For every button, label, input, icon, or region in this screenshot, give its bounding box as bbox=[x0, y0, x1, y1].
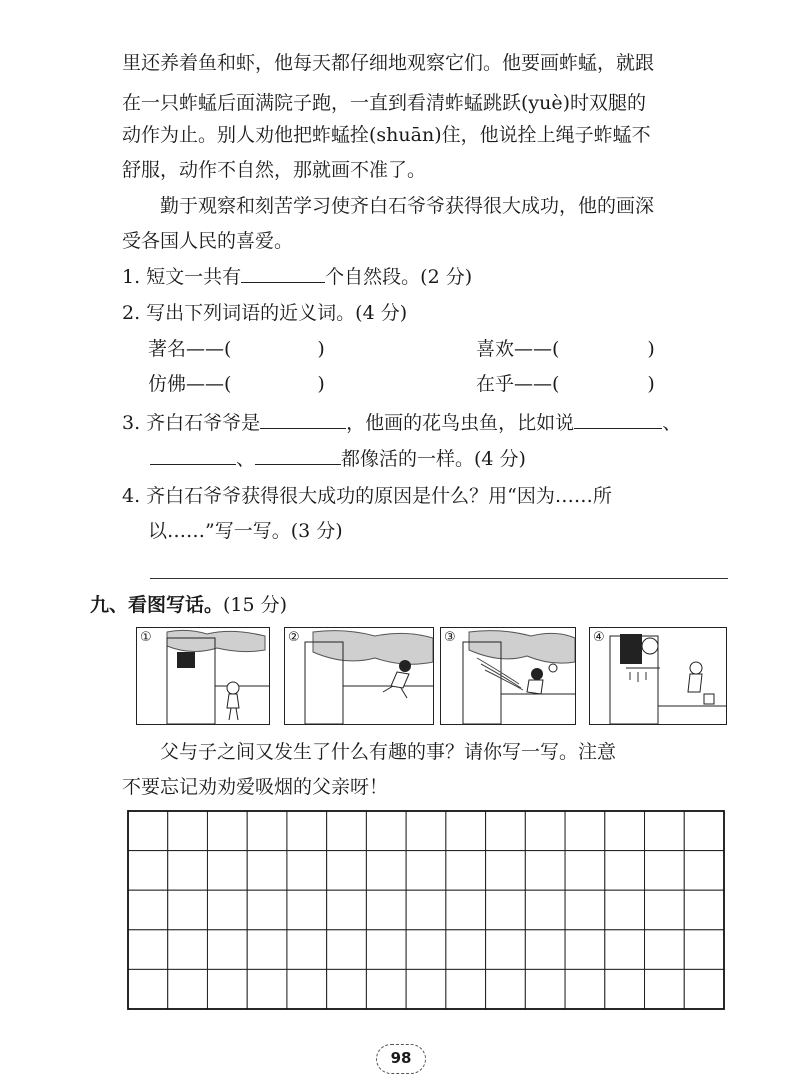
comic-illustration-2 bbox=[285, 628, 433, 724]
panel-number-2: ② bbox=[288, 630, 300, 645]
grid-cell[interactable] bbox=[446, 969, 486, 1009]
passage-line-1: 里还养着鱼和虾，他每天都仔细地观察它们。他要画蚱蜢，就跟 bbox=[122, 52, 655, 74]
grid-cell[interactable] bbox=[366, 969, 406, 1009]
question-4-answer-line[interactable] bbox=[150, 578, 728, 579]
grid-cell[interactable] bbox=[247, 851, 287, 891]
writing-prompt-line-2: 不要忘记劝劝爱吸烟的父亲呀！ bbox=[122, 776, 389, 798]
grid-cell[interactable] bbox=[168, 930, 208, 970]
grid-cell[interactable] bbox=[287, 890, 327, 930]
question-3-blank-4[interactable] bbox=[255, 446, 341, 465]
grid-cell[interactable] bbox=[287, 811, 327, 851]
synonym-word-2: 喜欢——( bbox=[476, 338, 560, 360]
grid-cell[interactable] bbox=[207, 890, 247, 930]
grid-cell[interactable] bbox=[128, 969, 168, 1009]
section-9-heading: 九、看图写话。 bbox=[90, 594, 224, 616]
question-1 bbox=[122, 264, 472, 290]
section-9-score: (15 分) bbox=[223, 594, 288, 616]
grid-cell[interactable] bbox=[207, 969, 247, 1009]
synonym-item-2[interactable] bbox=[476, 336, 655, 362]
grid-cell[interactable] bbox=[366, 851, 406, 891]
comic-illustration-4 bbox=[590, 628, 726, 724]
grid-cell[interactable] bbox=[247, 811, 287, 851]
grid-cell[interactable] bbox=[605, 851, 645, 891]
grid-cell[interactable] bbox=[247, 930, 287, 970]
synonym-word-3: 仿佛——( bbox=[148, 373, 232, 395]
passage-line-6: 受各国人民的喜爱。 bbox=[122, 230, 294, 252]
grid-cell[interactable] bbox=[565, 930, 605, 970]
question-3-text-e: 都像活的一样。(4 分) bbox=[341, 448, 526, 470]
grid-cell[interactable] bbox=[645, 811, 685, 851]
question-3-blank-1[interactable] bbox=[260, 410, 346, 429]
synonym-word-4: 在乎——( bbox=[476, 373, 560, 395]
synonym-close-2: ) bbox=[647, 338, 655, 360]
passage-line-2: 在一只蚱蜢后面满院子跑，一直到看清蚱蜢跳跃(yuè)时双腿的 bbox=[122, 92, 647, 114]
question-4-line-1: 4. 齐白石爷爷获得很大成功的原因是什么？用“因为……所 bbox=[122, 485, 612, 507]
passage-line-5: 勤于观察和刻苦学习使齐白石爷爷获得很大成功，他的画深 bbox=[160, 195, 655, 217]
grid-cell[interactable] bbox=[565, 851, 605, 891]
grid-cell[interactable] bbox=[684, 851, 724, 891]
grid-cell[interactable] bbox=[645, 851, 685, 891]
synonym-close-4: ) bbox=[647, 373, 655, 395]
grid-cell[interactable] bbox=[525, 851, 565, 891]
grid-cell[interactable] bbox=[366, 930, 406, 970]
comic-panel-1 bbox=[136, 627, 270, 725]
panel-number-4: ④ bbox=[593, 630, 605, 645]
grid-cell[interactable] bbox=[446, 811, 486, 851]
grid-cell[interactable] bbox=[207, 811, 247, 851]
panel-number-1: ① bbox=[140, 630, 152, 645]
grid-cell[interactable] bbox=[128, 930, 168, 970]
grid-cell[interactable] bbox=[684, 930, 724, 970]
grid-cell[interactable] bbox=[446, 890, 486, 930]
passage-line-3: 动作为止。别人劝他把蚱蜢拴(shuān)住，他说拴上绳子蚱蜢不 bbox=[122, 124, 651, 146]
grid-cell[interactable] bbox=[366, 890, 406, 930]
grid-cell[interactable] bbox=[406, 890, 446, 930]
synonym-close-1: ) bbox=[317, 338, 325, 360]
grid-cell[interactable] bbox=[406, 851, 446, 891]
question-3-text-d: 、 bbox=[236, 448, 256, 470]
comic-illustration-1 bbox=[137, 628, 269, 724]
grid-cell[interactable] bbox=[406, 930, 446, 970]
section-9-title bbox=[90, 592, 287, 618]
question-4-line-2: 以……”写一写。(3 分) bbox=[148, 520, 343, 542]
grid-cell[interactable] bbox=[486, 811, 526, 851]
grid-cell[interactable] bbox=[128, 811, 168, 851]
question-3-line-2 bbox=[150, 446, 526, 472]
grid-cell[interactable] bbox=[128, 851, 168, 891]
question-3-blank-3[interactable] bbox=[150, 446, 236, 465]
grid-cell[interactable] bbox=[684, 969, 724, 1009]
grid-cell[interactable] bbox=[287, 851, 327, 891]
grid-cell[interactable] bbox=[525, 930, 565, 970]
synonym-close-3: ) bbox=[317, 373, 325, 395]
grid-cell[interactable] bbox=[327, 851, 367, 891]
grid-cell[interactable] bbox=[486, 930, 526, 970]
grid-cell[interactable] bbox=[684, 811, 724, 851]
grid-cell[interactable] bbox=[565, 969, 605, 1009]
synonym-word-1: 著名——( bbox=[148, 338, 232, 360]
grid-cell[interactable] bbox=[247, 969, 287, 1009]
grid-cell[interactable] bbox=[247, 890, 287, 930]
writing-grid[interactable] bbox=[127, 810, 725, 1010]
question-3-text-c: 、 bbox=[662, 412, 682, 434]
grid-cell[interactable] bbox=[525, 811, 565, 851]
question-3-text-a: 3. 齐白石爷爷是 bbox=[122, 412, 261, 434]
question-1-text: 1. 短文一共有 bbox=[122, 266, 242, 288]
grid-cell[interactable] bbox=[287, 930, 327, 970]
grid-cell[interactable] bbox=[605, 890, 645, 930]
question-3-line-1 bbox=[122, 410, 681, 436]
grid-cell[interactable] bbox=[645, 930, 685, 970]
grid-cell[interactable] bbox=[406, 811, 446, 851]
grid-cell[interactable] bbox=[486, 890, 526, 930]
grid-cell[interactable] bbox=[287, 969, 327, 1009]
grid-cell[interactable] bbox=[605, 930, 645, 970]
grid-cell[interactable] bbox=[565, 811, 605, 851]
grid-cell[interactable] bbox=[486, 969, 526, 1009]
synonym-item-1[interactable] bbox=[148, 336, 325, 362]
grid-cell[interactable] bbox=[366, 811, 406, 851]
page-number: 98 bbox=[376, 1044, 426, 1074]
comic-panel-2 bbox=[284, 627, 434, 725]
grid-cell[interactable] bbox=[525, 890, 565, 930]
grid-cell[interactable] bbox=[645, 969, 685, 1009]
grid-cell[interactable] bbox=[327, 969, 367, 1009]
question-3-text-b: ，他画的花鸟虫鱼，比如说 bbox=[346, 412, 575, 434]
synonym-item-4[interactable] bbox=[476, 371, 655, 397]
grid-cell[interactable] bbox=[168, 851, 208, 891]
passage-line-4: 舒服，动作不自然，那就画不准了。 bbox=[122, 159, 427, 181]
question-1-blank[interactable] bbox=[241, 264, 325, 283]
grid-cell[interactable] bbox=[446, 851, 486, 891]
grid-cell[interactable] bbox=[605, 811, 645, 851]
grid-cell[interactable] bbox=[565, 890, 605, 930]
comic-panel-4 bbox=[589, 627, 727, 725]
comic-illustration-3 bbox=[441, 628, 575, 724]
writing-prompt-line-1: 父与子之间又发生了什么有趣的事？请你写一写。注意 bbox=[160, 741, 617, 763]
grid-cell[interactable] bbox=[446, 930, 486, 970]
question-1-score: 个自然段。(2 分) bbox=[325, 266, 473, 288]
panel-number-3: ③ bbox=[444, 630, 456, 645]
grid-cell[interactable] bbox=[327, 930, 367, 970]
question-2-title: 2. 写出下列词语的近义词。(4 分) bbox=[122, 302, 408, 324]
grid-cell[interactable] bbox=[128, 890, 168, 930]
grid-cell[interactable] bbox=[207, 930, 247, 970]
grid-cell[interactable] bbox=[207, 851, 247, 891]
question-3-blank-2[interactable] bbox=[574, 410, 662, 429]
grid-cell[interactable] bbox=[486, 851, 526, 891]
grid-cell[interactable] bbox=[605, 969, 645, 1009]
grid-cell[interactable] bbox=[645, 890, 685, 930]
grid-cell[interactable] bbox=[525, 969, 565, 1009]
grid-cell[interactable] bbox=[168, 811, 208, 851]
synonym-item-3[interactable] bbox=[148, 371, 325, 397]
grid-cell[interactable] bbox=[168, 969, 208, 1009]
grid-cell[interactable] bbox=[168, 890, 208, 930]
grid-cell[interactable] bbox=[327, 811, 367, 851]
grid-cell[interactable] bbox=[406, 969, 446, 1009]
comic-panel-3 bbox=[440, 627, 576, 725]
grid-cell[interactable] bbox=[327, 890, 367, 930]
grid-cell[interactable] bbox=[684, 890, 724, 930]
